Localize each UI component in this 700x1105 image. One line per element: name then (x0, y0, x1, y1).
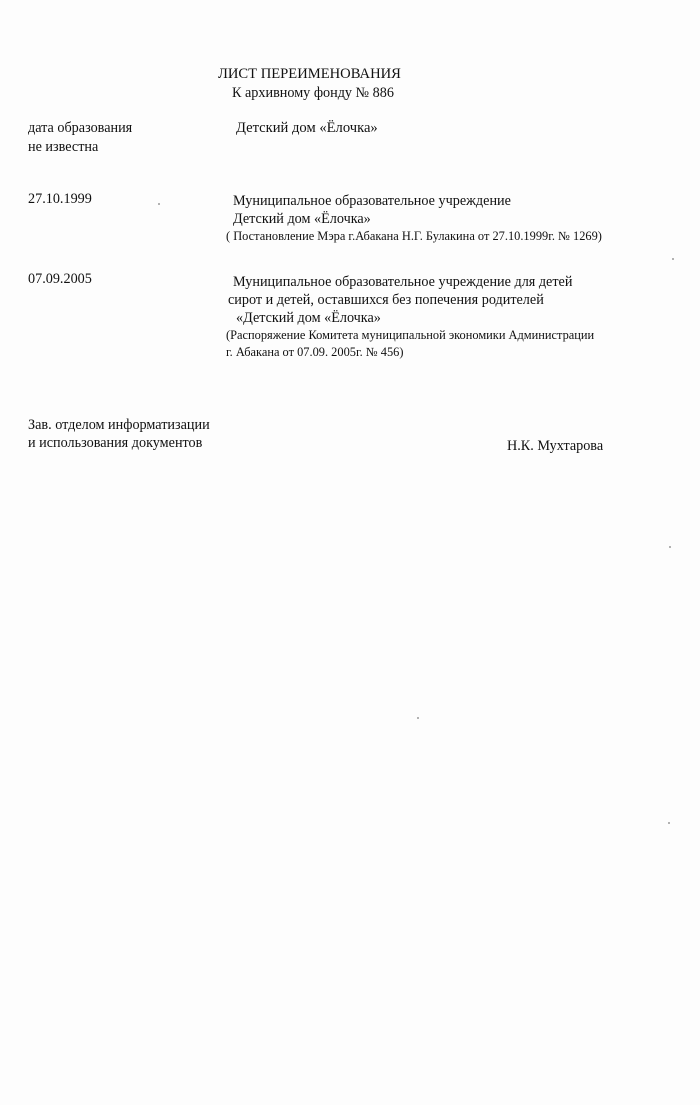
scan-speck (158, 203, 160, 205)
entry-3-date: 07.09.2005 (28, 271, 92, 287)
entry-3-name-line-3: «Детский дом «Ёлочка» (236, 310, 381, 326)
entry-2-name-line-2: Детский дом «Ёлочка» (233, 211, 371, 227)
scan-speck (669, 546, 671, 548)
entry-1-date-line-2: не известна (28, 139, 99, 155)
entry-2-name-line-1: Муниципальное образовательное учреждение (233, 193, 511, 209)
entry-1-name-line-1: Детский дом «Ёлочка» (236, 120, 378, 136)
entry-1-date-line-1: дата образования (28, 120, 133, 136)
entry-3-name-line-2: сирот и детей, оставшихся без попечения родителей (228, 292, 544, 308)
entry-3-basis-line-2: г. Абакана от 07.09. 2005г. № 456) (226, 345, 404, 359)
signature-position-line-1: Зав. отделом информатизации (28, 417, 210, 433)
scan-speck (417, 717, 419, 719)
signature-position-line-2: и использования документов (28, 435, 203, 451)
entry-3-basis-line-1: (Распоряжение Комитета муниципальной экономики Администрации (226, 328, 595, 342)
entry-2-basis-line-1: ( Постановление Мэра г.Абакана Н.Г. Булакина от 27.10.1999г. № 1269) (226, 229, 602, 243)
document-title: ЛИСТ ПЕРЕИМЕНОВАНИЯ (218, 66, 401, 82)
entry-2-date: 27.10.1999 (28, 191, 92, 207)
fund-subtitle: К архивному фонду № 886 (232, 85, 394, 101)
scan-speck (672, 258, 674, 260)
scan-speck (668, 822, 670, 824)
signature-name: Н.К. Мухтарова (507, 438, 604, 454)
entry-3-name-line-1: Муниципальное образовательное учреждение для детей (233, 274, 573, 290)
